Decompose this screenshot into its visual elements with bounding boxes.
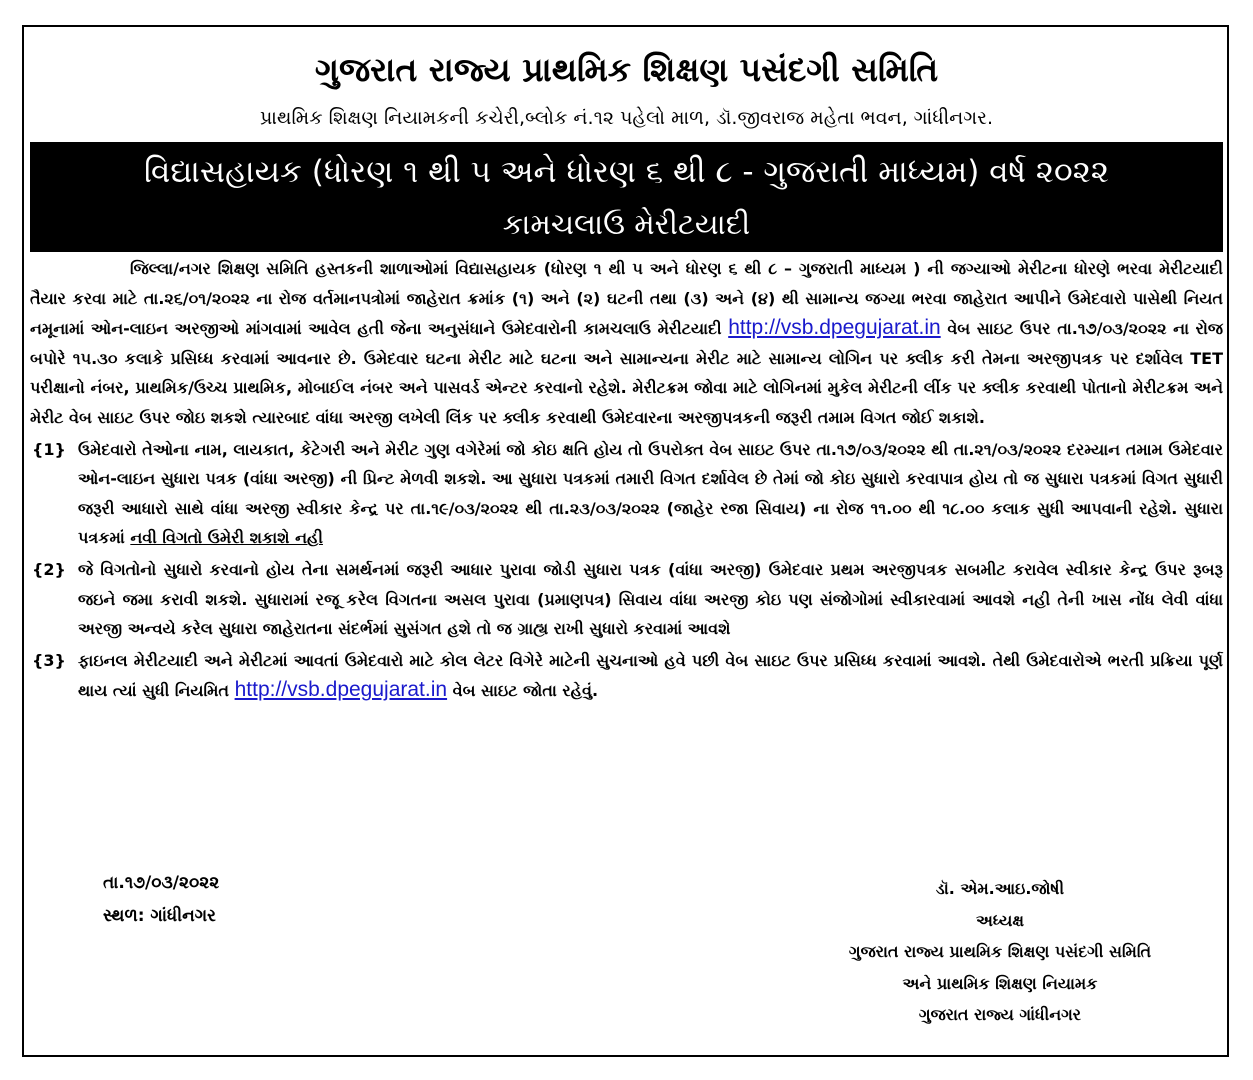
notice-banner: [30, 142, 1223, 252]
notice-place: સ્થળ: ગાંધીનગર: [103, 906, 216, 926]
instruction-item-2: [30, 555, 1223, 644]
intro-paragraph: [30, 254, 1223, 433]
item-number: {2}: [32, 559, 66, 579]
office-address: પ્રાથમિક શિક્ષણ નિયામકની કચેરી,બ્લોક નં.૧૨ પહેલો માળ, ડૉ.જીવરાજ મહેતા ભવન, ગાંધીનગર.: [259, 107, 994, 129]
notice-date: તા.૧૭/૦૩/૨૦૨૨: [103, 873, 220, 893]
signatory-designation: અધ્યક્ષ: [976, 910, 1024, 930]
website-link[interactable]: http://vsb.dpegujarat.in: [234, 678, 448, 702]
signatory-name: ડૉ. એમ.આઇ.જોષી: [935, 879, 1065, 898]
item-text-after: વેબ સાઇટ જોતા રહેવું.: [452, 681, 599, 701]
item-number: {3}: [32, 650, 66, 670]
organization-title: ગુજરાત રાજ્ય પ્રાથમિક શિક્ષણ પસંદગી સમિતિ: [314, 50, 939, 89]
website-link[interactable]: http://vsb.dpegujarat.in: [728, 316, 941, 340]
intro-text-2: વેબ સાઇટ ઉપર તા.૧૭/૦૩/૨૦૨૨ ના રોજ બપોરે ૧૫.૩૦ કલાકે પ્રસિધ્ધ કરવામાં આવનાર છે. ઉમેદવાર ઘટના મેરીટ માટે ઘટના અને સામાન્યના મેરીટ માટે સામાન્ય લોગિન પર ક્લીક કરી તેમના અરજીપત્રક પર દર્શાવેલ TET પરીક્ષાનો નંબર, પ્રાથમિક/ઉચ્ચ પ્રાથમિક, મોબાઈલ નંબર અને પાસવર્ડ એન્ટર કરવાનો રહેશે. મેરીટક્રમ જોવા માટે લોગિનમાં મુકેલ મેરીટની લીંક પર ક્લીક કરવાથી પોતાનો મેરીટક્રમ અને મેરીટ વેબ સાઇટ ઉપર જોઇ શકશે ત્યારબાદ વાંધા અરજી લખેલી લિંક પર ક્લીક કરવાથી ઉમેદવારના અરજીપત્રકની જરૂરી તમામ વિગત જોઈ શકાશે.: [30, 319, 1224, 427]
signature-block: [780, 873, 1220, 1031]
item-text: ઉમેદવારો તેઓના નામ, લાયકાત, કેટેગરી અને મેરીટ ગુણ વગેરેમાં જો કોઇ ક્ષતિ હોય તો ઉપરોક્ત વેબ સાઇટ ઉપર તા.૧૭/૦૩/૨૦૨૨ થી તા.૨૧/૦૩/૨૦૨૨ દરમ્યાન તમામ ઉમેદવાર ઓન-લાઇન સુધારા પત્રક (વાંધા અરજી) ની પ્રિન્ટ મેળવી શકશે. આ સુધારા પત્રકમાં તમારી વિગત દર્શાવેલ છે તેમાં જો કોઇ સુધારો કરવાપાત્ર હોય તો જ સુધારા પત્રકમાં વિગત સુધારી જરૂરી આધારો સાથે વાંધા અરજી સ્વીકાર કેન્દ્ર પર તા.૧૯/૦૩/૨૦૨૨ થી તા.૨૩/૦૩/૨૦૨૨ (જાહેર રજા સિવાય) ના રોજ ૧૧.૦૦ થી ૧૮.૦૦ કલાક સુધી આપવાની રહેશે. સુધારા પત્રકમાં: [78, 439, 1223, 548]
notice-body: [30, 254, 1223, 706]
signatory-org-2: અને પ્રાથમિક શિક્ષણ નિયામક: [902, 973, 1098, 993]
item-text: જે વિગતોનો સુધારો કરવાનો હોય તેના સમર્થનમાં જરૂરી આધાર પુરાવા જોડી સુધારા પત્રક (વાંધા અરજી) ઉમેદવાર પ્રથમ અરજીપત્રક સબમીટ કરાવેલ સ્વીકાર કેન્દ્ર ઉપર રૂબરૂ જઇને જમા કરાવી શકશે. સુધારામાં રજૂ કરેલ વિગતના અસલ પુરાવા (પ્રમાણપત્ર) સિવાય વાંધા અરજી કોઇ પણ સંજોગોમાં સ્વીકારવામાં આવશે નહી તેની ખાસ નોંધ લેવી વાંધા અરજી અન્વયે કરેલ સુધારા જાહેરાતના સંદર્ભમાં સુસંગત હશે તો જ ગ્રાહ્ય રાખી સુધારો કરવામાં આવશે: [78, 559, 1223, 639]
banner-subheading: કામચલાઉ મેરીટયાદી: [502, 207, 751, 241]
item-text: ફાઇનલ મેરીટયાદી અને મેરીટમાં આવતાં ઉમેદવારો માટે કોલ લેટર વિગેરે માટેની સુચનાઓ હવે પછી વેબ સાઇટ ઉપર પ્રસિધ્ધ કરવામાં આવશે. તેથી ઉમેદવારોએ ભરતી પ્રક્રિયા પૂર્ણ થાય ત્યાં સુધી નિયમિત: [78, 650, 1223, 701]
item-number: {1}: [32, 439, 66, 459]
instruction-item-1: [30, 435, 1223, 553]
signatory-org-3: ગુજરાત રાજ્ય ગાંધીનગર: [918, 1005, 1082, 1024]
intro-text-1: જિલ્લા/નગર શિક્ષણ સમિતિ હસ્તકની શાળાઓમાં વિદ્યાસહાયક (ધોરણ ૧ થી ૫ અને ધોરણ ૬ થી ૮ – ગુજરાતી માધ્યમ ) ની જગ્યાઓ મેરીટના ધોરણે ભરવા મેરીટયાદી તૈયાર કરવા માટે તા.૨૬/૦૧/૨૦૨૨ ના રોજ વર્તમાનપત્રોમાં જાહેરાત ક્રમાંક (૧) અને (૨) ઘટની તથા (૩) અને (૪) થી સામાન્ય જગ્યા ભરવા જાહેરાત આપીને ઉમેદવારો પાસેથી નિયત નમૂનામાં ઓન-લાઇન અરજીઓ માંગવામાં આવેલ હતી જેના અનુસંધાને ઉમેદવારોની કામચલાઉ મેરીટયાદી: [30, 259, 1223, 339]
signatory-org-1: ગુજરાત રાજ્ય પ્રાથમિક શિક્ષણ પસંદગી સમિતિ: [848, 942, 1152, 961]
item-underlined-text: નવી વિગતો ઉમેરી શકાશે નહી: [130, 528, 323, 548]
banner-heading: વિદ્યાસહાયક (ધોરણ ૧ થી ૫ અને ધોરણ ૬ થી ૮ - ગુજરાતી માધ્યમ) વર્ષ ૨૦૨૨: [143, 154, 1110, 190]
instruction-item-3: [30, 646, 1223, 706]
